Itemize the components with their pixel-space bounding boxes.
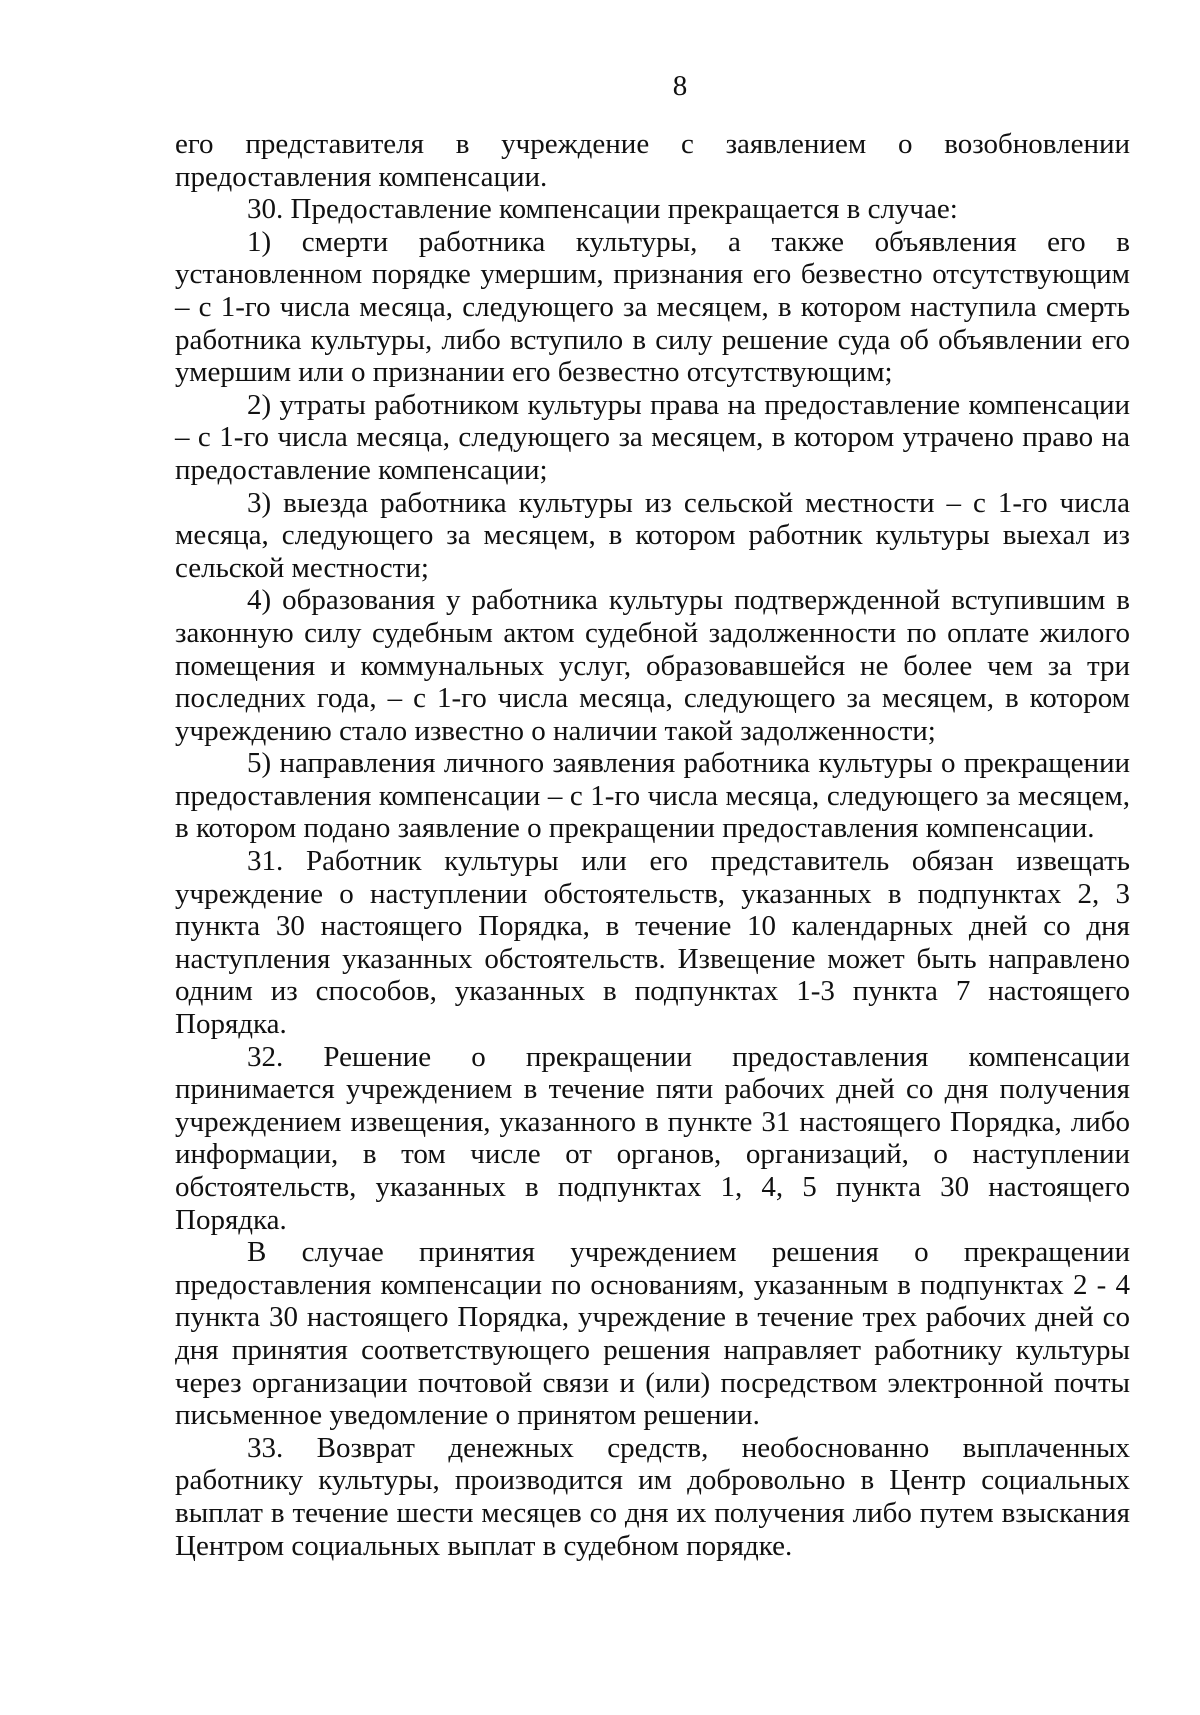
paragraph-continuation-first-line: его представителя в учреждение с заявлением о возобновлении [175,128,1130,160]
document-body [175,128,1130,1562]
paragraph-item-31: 31. Работник культуры или его представитель обязан извещать учреждение о наступлении обстоятельств, указанных в подпунктах 2, 3 пункта 30 настоящего Порядка, в течение 10 календарных дней со дня наступления указанных обстоятельств. Извещение может быть направлено одним из способов, указанных в подпунктах 1-3 пункта 7 настоящего Порядка. [175,845,1130,1041]
page-number: 8 [672,70,688,102]
paragraph-subitem-3: 3) выезда работника культуры из сельской местности – с 1-го числа месяца, следующего за месяцем, в котором работник культуры выехал из сельской местности; [175,486,1130,584]
paragraph-item-32: 32. Решение о прекращении предоставления компенсации принимается учреждением в течение пяти рабочих дней со дня получения учреждением извещения, указанного в пункте 31 настоящего Порядка, либо информации, в том числе от органов, организаций, о наступлении обстоятельств, указанных в подпунктах 1, 4, 5 пункта 30 настоящего Порядка. [175,1040,1130,1236]
paragraph-subitem-4: 4) образования у работника культуры подтвержденной вступившим в законную силу судебным актом судебной задолженности по оплате жилого помещения и коммунальных услуг, образовавшейся не более чем за три последних года, – с 1-го числа месяца, следующего за месяцем, в котором учреждению стало известно о наличии такой задолженности; [175,584,1130,747]
paragraph-subitem-2: 2) утраты работником культуры права на предоставление компенсации – с 1-го числа месяца, следующего за месяцем, в котором утрачено право на предоставление компенсации; [175,388,1130,486]
paragraph-item-33: 33. Возврат денежных средств, необоснованно выплаченных работнику культуры, производится им добровольно в Центр социальных выплат в течение шести месяцев со дня их получения либо путем взыскания Центром социальных выплат в судебном порядке. [175,1431,1130,1562]
paragraph-continuation [175,128,1130,193]
paragraph-item-30: 30. Предоставление компенсации прекращается в случае: [247,193,958,226]
paragraph-continuation-rest: предоставления компенсации. [175,160,548,193]
paragraph-item-32-notice: В случае принятия учреждением решения о прекращении предоставления компенсации по основаниям, указанным в подпунктах 2 - 4 пункта 30 настоящего Порядка, учреждение в течение трех рабочих дней со дня принятия соответствующего решения направляет работнику культуры через организации почтовой связи и (или) посредством электронной почты письменное уведомление о принятом решении. [175,1236,1130,1432]
paragraph-subitem-1: 1) смерти работника культуры, а также объявления его в установленном порядке умершим, признания его безвестно отсутствующим – с 1-го числа месяца, следующего за месяцем, в котором наступила смерть работника культуры, либо вступило в силу решение суда об объявлении его умершим или о признании его безвестно отсутствующим; [175,225,1130,389]
paragraph-subitem-5: 5) направления личного заявления работника культуры о прекращении предоставления компенсации – с 1-го числа месяца, следующего за месяцем, в котором подано заявление о прекращении предоставления компенсации. [175,747,1130,845]
